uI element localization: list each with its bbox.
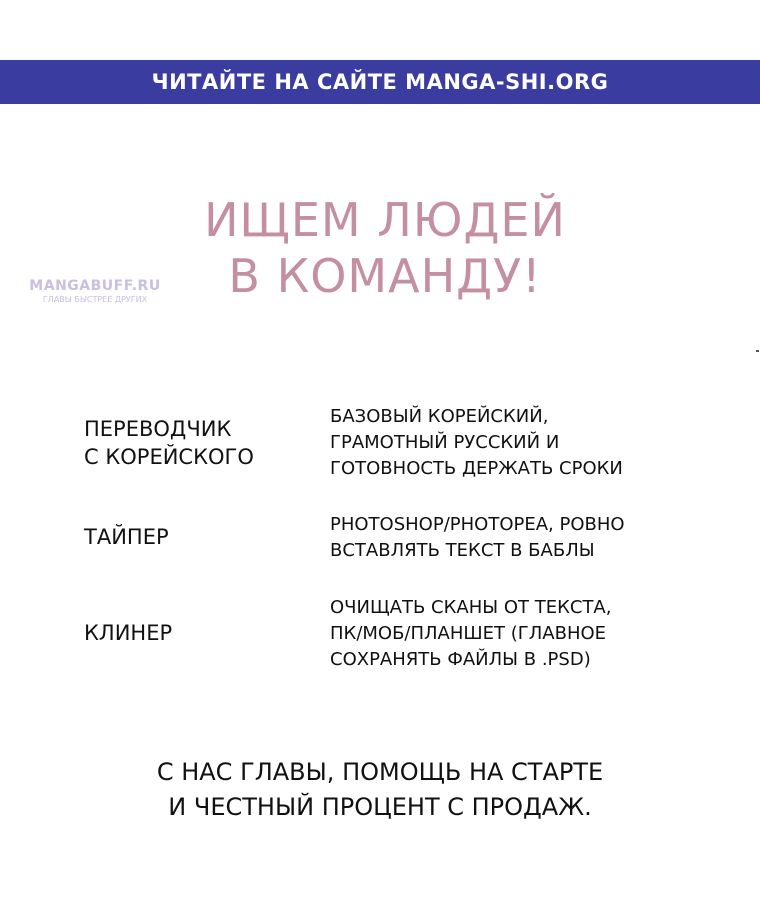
site-banner (0, 60, 760, 104)
watermark-title: MANGABUFF.RU (29, 278, 161, 294)
edge-mark (756, 350, 759, 352)
role-description-translator: БАЗОВЫЙ КОРЕЙСКИЙ, ГРАМОТНЫЙ РУССКИЙ И ГОТОВНОСТЬ ДЕРЖАТЬ СРОКИ (330, 406, 623, 479)
recruitment-heading (190, 192, 580, 304)
watermark-tagline: ГЛАВЫ БЫСТРЕЕ ДРУГИХ (42, 295, 148, 304)
offer-text: С НАС ГЛАВЫ, ПОМОЩЬ НА СТАРТЕ И ЧЕСТНЫЙ ПРОЦЕНТ С ПРОДАЖ. (156, 758, 604, 821)
role-description-typer: PHOTOSHOP/PHOTOPEA, РОВНО ВСТАВЛЯТЬ ТЕКСТ В БАБЛЫ (330, 514, 625, 561)
role-title-cleaner: КЛИНЕР (84, 621, 173, 645)
heading-line-1: ИЩЕМ ЛЮДЕЙ (204, 193, 566, 247)
role-title-translator: ПЕРЕВОДЧИК С КОРЕЙСКОГО (84, 417, 254, 469)
heading-line-2: В КОМАНДУ! (228, 249, 542, 303)
role-description-cleaner: ОЧИЩАТЬ СКАНЫ ОТ ТЕКСТА, ПК/МОБ/ПЛАНШЕТ (ГЛАВНОЕ СОХРАНЯТЬ ФАЙЛЫ В .PSD) (330, 597, 612, 670)
watermark-logo (20, 279, 170, 304)
banner-text: ЧИТАЙТЕ НА САЙТЕ MANGA-SHI.ORG (151, 70, 609, 94)
role-title-typer: ТАЙПЕР (84, 525, 169, 549)
